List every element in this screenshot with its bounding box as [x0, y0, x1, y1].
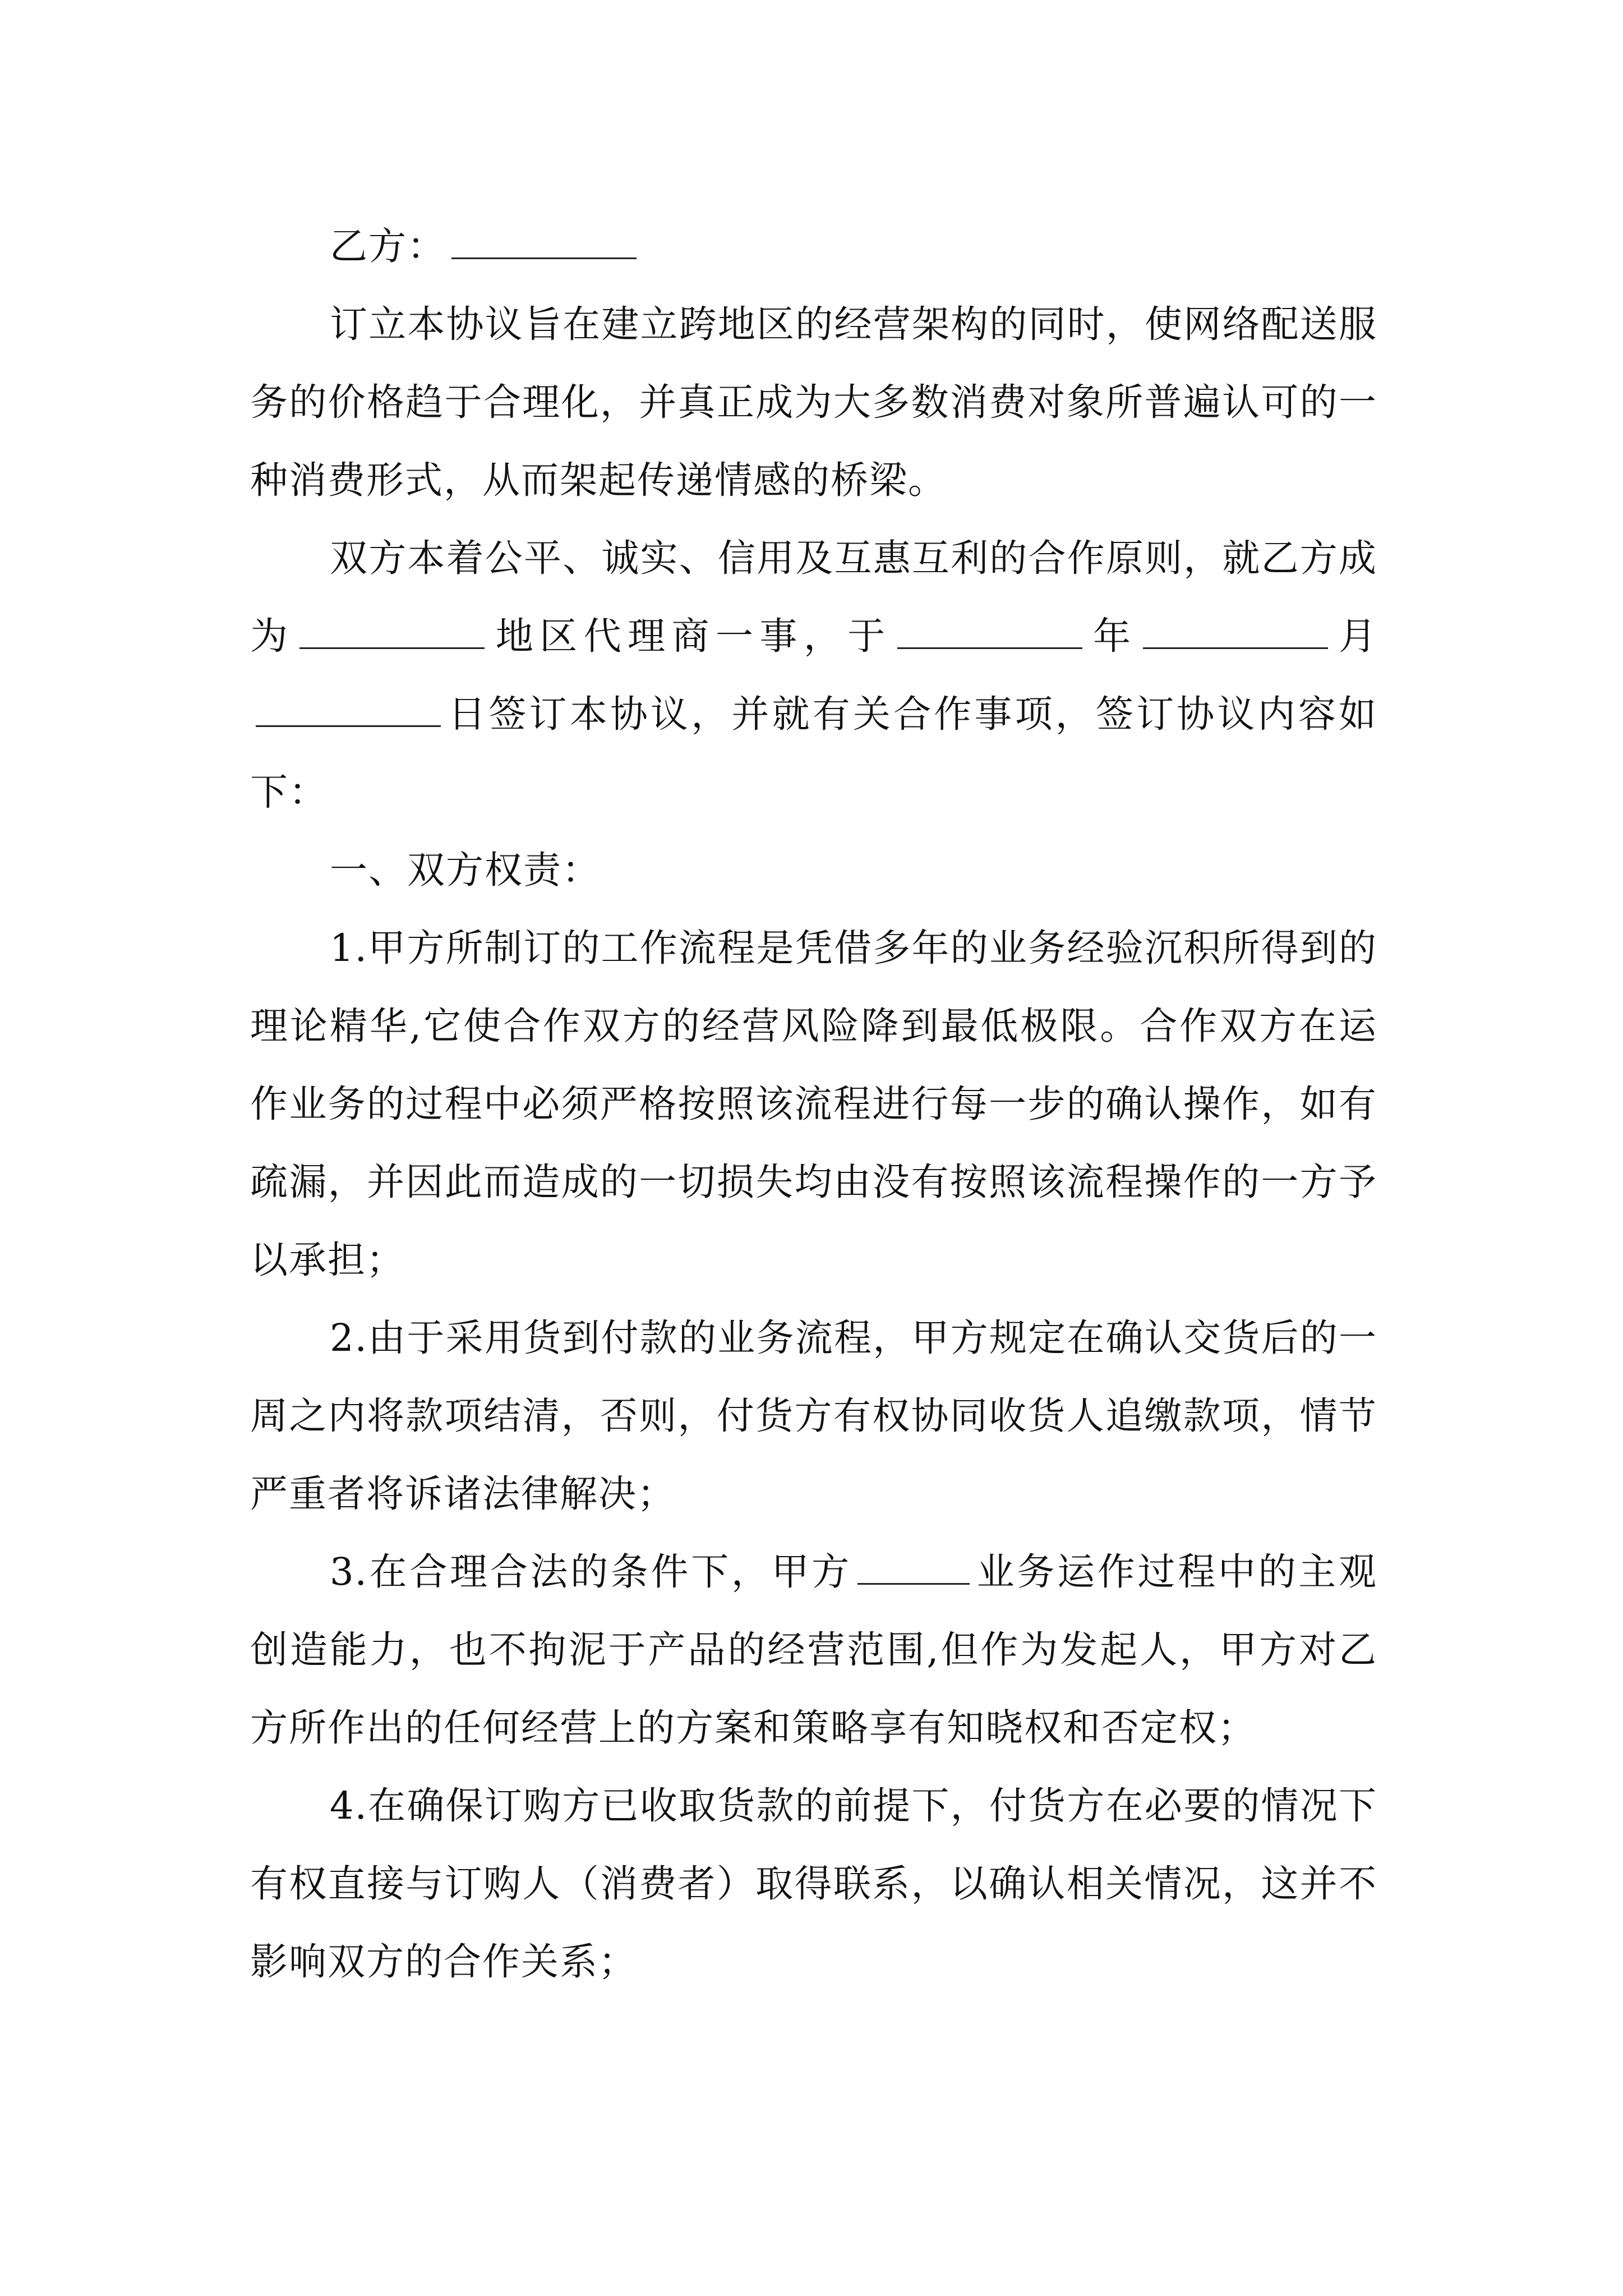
party-b-blank	[451, 223, 637, 259]
day-blank	[256, 691, 441, 727]
clause-3-text-2: 业务运作过程中的主观创造能力，也不拘泥于产品的经营范围,但作为发起人，甲方对乙方所作出的任何经营上的方案和策略享有知晓权和否定权；	[250, 1550, 1377, 1750]
party-b-label: 乙方：	[330, 224, 446, 268]
month-blank	[1143, 613, 1328, 649]
principle-text-4: 月	[1333, 614, 1378, 658]
document-body	[250, 208, 1377, 2001]
intro-paragraph: 订立本协议旨在建立跨地区的经营架构的同时，使网络配送服务的价格趋于合理化，并真正成为大多数消费对象所普遍认可的一种消费形式，从而架起传递情感的桥梁。	[250, 302, 1377, 502]
principle-text-5: 日签订本协议，并就有关合作事项，签订协议内容如下：	[250, 692, 1377, 814]
principle-paragraph	[250, 519, 1377, 831]
principle-text-1: 双方本着公平、诚实、信用及互惠互利的合作原则，就乙方成为	[250, 536, 1377, 658]
principle-text-2: 地区代理商一事，于	[490, 614, 892, 658]
section-heading: 一、双方权责：	[330, 848, 601, 892]
clause-3-text-1: 3.在合理合法的条件下，甲方	[330, 1550, 852, 1594]
clause-1: 1.甲方所制订的工作流程是凭借多年的业务经验沉积所得到的理论精华,它使合作双方的经营风险降到最低极限。合作双方在运作业务的过程中必须严格按照该流程进行每一步的确认操作，如有疏漏，并因此而造成的一切损失均由没有按照该流程操作的一方予以承担；	[250, 926, 1377, 1282]
clause-4: 4.在确保订购方已收取货款的前提下，付货方在必要的情况下有权直接与订购人（消费者）取得联系，以确认相关情况，这并不影响双方的合作关系；	[250, 1784, 1377, 1984]
clause-2: 2.由于采用货到付款的业务流程，甲方规定在确认交货后的一周之内将款项结清，否则，付货方有权协同收货人追缴款项，情节严重者将诉诸法律解决；	[250, 1316, 1377, 1516]
year-blank	[897, 613, 1082, 649]
clause-3	[250, 1533, 1377, 1767]
region-blank	[299, 613, 485, 649]
clause-3-blank	[857, 1548, 970, 1585]
party-b-line	[250, 208, 1377, 286]
principle-text-3: 年	[1087, 614, 1137, 658]
